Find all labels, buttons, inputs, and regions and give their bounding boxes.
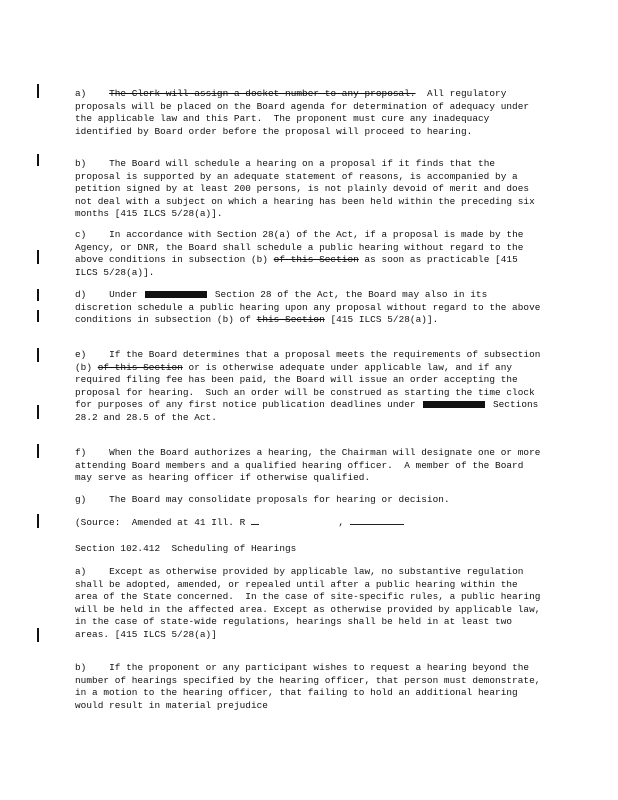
struck-text: this Section: [256, 314, 325, 326]
paragraph-text: Section 28 of the Act, the Board may also in its discretion schedule a public hearing upon any proposal without regard to the above conditions in subsection (b) of: [75, 289, 547, 326]
paragraph-text: If the Board determines that a proposal meets the requirements of subsection (b): [75, 349, 547, 373]
paragraph-label: a): [75, 88, 87, 99]
paragraph-label: g): [75, 494, 87, 505]
paragraph-text: as soon as practicable [415 ILCS 5/28(a)].: [75, 254, 524, 278]
paragraph-label: d): [75, 289, 87, 300]
paragraph-text: Sections 28.2 and 28.5 of the Act.: [75, 399, 545, 423]
paragraph-text: Except as otherwise provided by applicable law, no substantive regulation shall be adopted, amended, or repealed until after a public hearing within the area of the State concerned. In the case of site-specific rules, a public hearing will be held in the affected area. Except as otherwise provided by applicable law, in the case of state-wide regulations, hearings shall be held in at least two areas. [415 ILCS 5/28(a)]: [75, 566, 547, 640]
struck-text: of this Section: [273, 254, 359, 266]
paragraph-text: If the proponent or any participant wishes to request a hearing beyond the number of hearings specified by the hearing officer, that person must demonstrate, in a motion to the hearing officer, that failing to hold an additional hearing would result in material prejudice: [75, 662, 547, 711]
paragraph-text: The Board will schedule a hearing on a proposal if it finds that the proposal is supported by an adequate statement of reasons, is accompanied by a petition signed by at least 200 persons, is not plainly devoid of merit and does not deal with a subject on which a hearing has been held within the preceding six months [415 ILCS 5/28(a)].: [75, 158, 541, 220]
paragraph-label: b): [75, 662, 87, 673]
paragraph-c: [75, 229, 545, 279]
change-bar: [37, 628, 39, 642]
paragraph-label: c): [75, 229, 87, 240]
blank-line: [350, 524, 404, 525]
paragraph-text: or is otherwise adequate under applicable law, and if any required filing fee has been paid, the Board will issue an order accepting the proposal for hearing. Such an order will be construed as starting the time clock for purposes of any first notice publication deadlines under: [75, 361, 541, 411]
paragraph-label: f): [75, 447, 87, 458]
paragraph-label: e): [75, 349, 87, 360]
paragraph-text: Under: [109, 289, 138, 300]
paragraph-label: b): [75, 158, 87, 169]
source-text: (Source: Amended at 41 Ill. R: [75, 517, 246, 528]
change-bar: [37, 514, 39, 528]
change-bar: [37, 250, 39, 264]
redaction-mark: [145, 291, 207, 298]
paragraph-text: The Board may consolidate proposals for hearing or decision.: [109, 494, 450, 505]
paragraph-text: When the Board authorizes a hearing, the Chairman will designate one or more attending Board members and a qualified hearing officer. A member of the Board may serve as hearing officer if otherwise qualified.: [75, 447, 547, 484]
paragraph-label: a): [75, 566, 87, 577]
change-bar: [37, 289, 39, 301]
section-heading-text: Section 102.412 Scheduling of Hearings: [75, 543, 297, 554]
paragraph-text: All regulatory proposals will be placed on the Board agenda for determination of adequacy under the applicable law and this Part. The proponent must cure any inadequacy identified by Board order before the proposal will proceed to hearing.: [75, 88, 535, 137]
paragraph-g: [75, 494, 545, 507]
paragraph-b: [75, 158, 545, 221]
change-bar: [37, 154, 39, 166]
change-bar: [37, 310, 39, 322]
paragraph-d: [75, 289, 545, 327]
paragraph-a: [75, 88, 545, 138]
blank-line: [251, 524, 259, 525]
paragraph-412-a: [75, 566, 545, 642]
paragraph-f: [75, 447, 545, 485]
struck-text: The Clerk will assign a docket number to any proposal.: [109, 88, 416, 99]
paragraph-text: In accordance with Section 28(a) of the Act, if a proposal is made by the Agency, or DNR, the Board shall schedule a public hearing without regard to the above conditions in subsection (b): [75, 229, 530, 266]
change-bar: [37, 444, 39, 458]
paragraph-e: [75, 349, 545, 425]
change-bar: [37, 348, 39, 362]
section-heading: [75, 543, 545, 556]
redaction-mark: [423, 401, 485, 408]
source-note: (Source: Amended at 41 Ill. R ,: [75, 517, 545, 530]
struck-text: of this Section: [97, 361, 183, 373]
paragraph-412-b: [75, 662, 545, 712]
change-bar: [37, 405, 39, 419]
change-bar: [37, 84, 39, 98]
paragraph-text: [415 ILCS 5/28(a)].: [330, 314, 439, 326]
